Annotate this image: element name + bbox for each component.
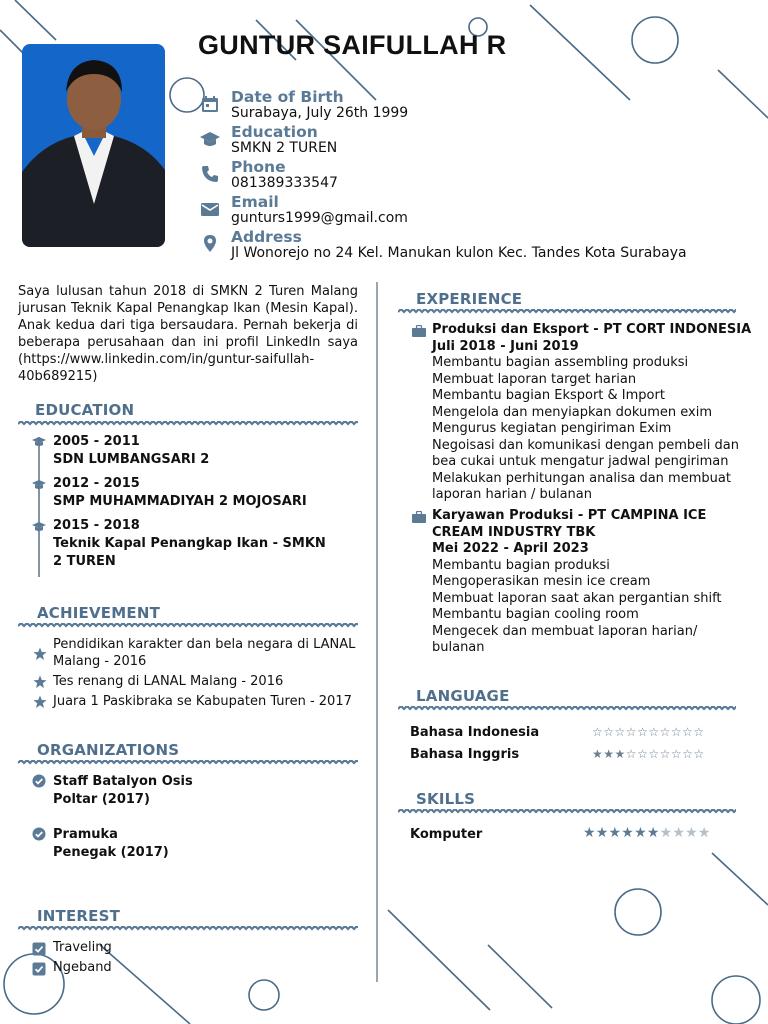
column-divider xyxy=(376,282,378,982)
star-empty-icon: ☆ xyxy=(682,725,694,739)
section-title-experience: EXPERIENCE xyxy=(416,290,523,308)
star-empty-icon: ☆ xyxy=(670,725,683,739)
contact-date-of-birth xyxy=(200,88,740,122)
contact-label: Email xyxy=(231,193,279,211)
contact-label: Address xyxy=(231,228,302,246)
star-empty-icon: ☆ xyxy=(659,725,671,739)
education-timeline xyxy=(38,437,40,577)
skill-name: Komputer xyxy=(410,827,483,842)
job-duty: Membuat laporan target harian xyxy=(432,371,637,387)
star-filled-icon: ★ xyxy=(603,747,615,761)
job-duty: Melakukan perhitungan analisa dan membuat laporan harian / bulanan xyxy=(432,470,731,502)
section-title-interest: INTEREST xyxy=(37,907,121,925)
graduation-cap-icon xyxy=(32,479,46,491)
star-empty-icon: ☆ xyxy=(693,725,705,739)
job-duty: Mengelola dan menyiapkan dokumen exim xyxy=(432,404,712,420)
section-title-organizations: ORGANIZATIONS xyxy=(37,741,180,759)
star-empty-icon: ☆ xyxy=(625,747,638,761)
person-silhouette-icon xyxy=(22,44,165,247)
education-years: 2015 - 2018 xyxy=(53,518,140,533)
star-empty-icon: ☆ xyxy=(659,747,671,761)
education-years: 2012 - 2015 xyxy=(53,476,140,491)
job-duty: Mengecek dan membuat laporan harian/ bulanan xyxy=(432,623,698,655)
contact-value: Surabaya, July 26th 1999 xyxy=(231,105,409,121)
education-school: Teknik Kapal Penangkap Ikan - SMKN 2 TUREN xyxy=(53,536,326,569)
organization-detail: Poltar (2017) xyxy=(53,792,150,807)
job-title: Produksi dan Eksport - PT CORT INDONESIA xyxy=(432,322,752,337)
star-filled-icon: ★ xyxy=(621,825,635,841)
profile-photo xyxy=(22,44,165,247)
contact-education xyxy=(200,123,740,157)
star-empty-icon: ★ xyxy=(685,825,698,841)
achievement-item: Pendidikan karakter dan bela negara di LANAL Malang - 2016 xyxy=(53,637,356,669)
check-circle-icon xyxy=(32,827,46,841)
education-item xyxy=(53,475,307,511)
organization-name: Staff Batalyon Osis xyxy=(53,774,193,789)
star-icon xyxy=(33,695,47,709)
location-pin-icon xyxy=(200,234,220,254)
star-empty-icon: ☆ xyxy=(648,747,660,761)
section-title-language: LANGUAGE xyxy=(416,687,510,705)
section-divider xyxy=(398,809,736,815)
full-name: GUNTUR SAIFULLAH R xyxy=(198,30,507,60)
section-divider xyxy=(18,623,358,629)
star-empty-icon: ★ xyxy=(697,825,711,841)
star-empty-icon: ☆ xyxy=(637,725,649,739)
contact-value: SMKN 2 TUREN xyxy=(231,140,338,156)
star-filled-icon: ★ xyxy=(608,825,622,841)
organization-item xyxy=(53,773,193,809)
interest-item: Traveling xyxy=(53,940,112,955)
contact-label: Phone xyxy=(231,158,286,176)
graduation-cap-icon xyxy=(32,436,46,448)
briefcase-icon xyxy=(412,511,426,523)
organization-detail: Penegak (2017) xyxy=(53,845,169,860)
education-school: SMP MUHAMMADIYAH 2 MOJOSARI xyxy=(53,494,307,509)
star-empty-icon: ☆ xyxy=(592,725,604,739)
education-item xyxy=(53,433,209,469)
check-circle-icon xyxy=(32,774,46,788)
job-duty: Membuat laporan saat akan pergantian shift xyxy=(432,590,722,606)
education-school: SDN LUMBANGSARI 2 xyxy=(53,452,210,467)
job-duty: Membantu bagian assembling produksi xyxy=(432,355,689,370)
phone-icon xyxy=(200,164,220,184)
achievement-item: Juara 1 Paskibraka se Kabupaten Turen - 2017 xyxy=(53,694,352,709)
star-empty-icon: ☆ xyxy=(682,747,694,761)
job-period: Mei 2022 - April 2023 xyxy=(432,541,589,556)
star-empty-icon: ☆ xyxy=(648,725,660,739)
star-icon xyxy=(33,647,47,661)
organization-name: Pramuka xyxy=(53,827,118,842)
star-icon xyxy=(33,675,47,689)
star-empty-icon: ★ xyxy=(672,825,686,841)
contact-phone xyxy=(200,158,740,192)
star-empty-icon: ☆ xyxy=(625,725,638,739)
star-empty-icon: ☆ xyxy=(603,725,615,739)
job-duty: Membantu bagian Eksport & Import xyxy=(432,388,665,403)
section-divider xyxy=(18,760,358,766)
graduation-cap-icon xyxy=(32,521,46,533)
job-duty: Membantu bagian produksi xyxy=(432,557,610,573)
contact-email xyxy=(200,193,740,227)
contact-value[interactable]: 081389333547 xyxy=(231,175,338,191)
star-filled-icon: ★ xyxy=(583,825,596,841)
contact-value[interactable]: gunturs1999@gmail.com xyxy=(231,210,408,226)
star-filled-icon: ★ xyxy=(614,747,626,761)
organization-item xyxy=(53,826,169,862)
job-duty: Mengoperasikan mesin ice cream xyxy=(432,574,651,589)
contact-label: Education xyxy=(231,123,318,141)
star-filled-icon: ★ xyxy=(646,825,660,841)
section-title-education: EDUCATION xyxy=(35,401,135,419)
star-filled-icon: ★ xyxy=(634,825,647,841)
language-name: Bahasa Inggris xyxy=(410,747,520,762)
language-rating xyxy=(592,747,705,761)
education-item xyxy=(53,517,333,571)
job-title: Karyawan Produksi - PT CAMPINA ICE CREAM INDUSTRY TBK xyxy=(432,508,707,540)
checkbox-checked-icon xyxy=(32,942,46,956)
section-divider xyxy=(18,421,358,427)
language-rating xyxy=(592,725,705,739)
star-empty-icon: ☆ xyxy=(614,725,626,739)
section-title-achievement: ACHIEVEMENT xyxy=(37,604,161,622)
job-duty: Mengurus kegiatan pengiriman Exim xyxy=(432,421,672,436)
job-duty: Membantu bagian cooling room xyxy=(432,607,639,622)
skill-rating xyxy=(583,825,711,841)
star-empty-icon: ☆ xyxy=(670,747,683,761)
section-title-skills: SKILLS xyxy=(416,790,476,808)
section-divider xyxy=(398,706,736,712)
star-empty-icon: ★ xyxy=(659,825,673,841)
calendar-icon xyxy=(200,94,220,114)
contact-value: Jl Wonorejo no 24 Kel. Manukan kulon Kec. Tandes Kota Surabaya xyxy=(231,245,687,261)
job-duty: Negoisasi dan komunikasi dengan pembeli dan bea cukai untuk mengatur jadwal pengiriman xyxy=(432,437,739,469)
contact-address xyxy=(200,228,740,262)
contact-label: Date of Birth xyxy=(231,88,344,106)
experience-job xyxy=(432,508,722,657)
job-period: Juli 2018 - Juni 2019 xyxy=(432,338,579,354)
graduation-cap-icon xyxy=(200,129,220,149)
interest-item: Ngeband xyxy=(53,960,112,975)
checkbox-checked-icon xyxy=(32,962,46,976)
mail-icon xyxy=(200,199,220,219)
section-divider xyxy=(18,926,358,932)
section-divider xyxy=(398,309,736,315)
achievement-item: Tes renang di LANAL Malang - 2016 xyxy=(53,674,284,689)
star-empty-icon: ☆ xyxy=(637,747,649,761)
briefcase-icon xyxy=(412,325,426,337)
language-name: Bahasa Indonesia xyxy=(410,725,540,740)
about-summary: Saya lulusan tahun 2018 di SMKN 2 Turen Malang jurusan Teknik Kapal Penangkap Ikan (Mesin Kapal). Anak kedua dari tiga bersaudara. Pernah bekerja di beberapa perusahaan dan ini profil LinkedIn saya (https://www.linkedin.com/in/guntur-saifullah-40b689215) xyxy=(18,284,358,384)
star-empty-icon: ☆ xyxy=(693,747,705,761)
star-filled-icon: ★ xyxy=(595,825,609,841)
star-filled-icon: ★ xyxy=(592,747,604,761)
experience-job xyxy=(432,322,752,504)
education-years: 2005 - 2011 xyxy=(53,434,140,449)
